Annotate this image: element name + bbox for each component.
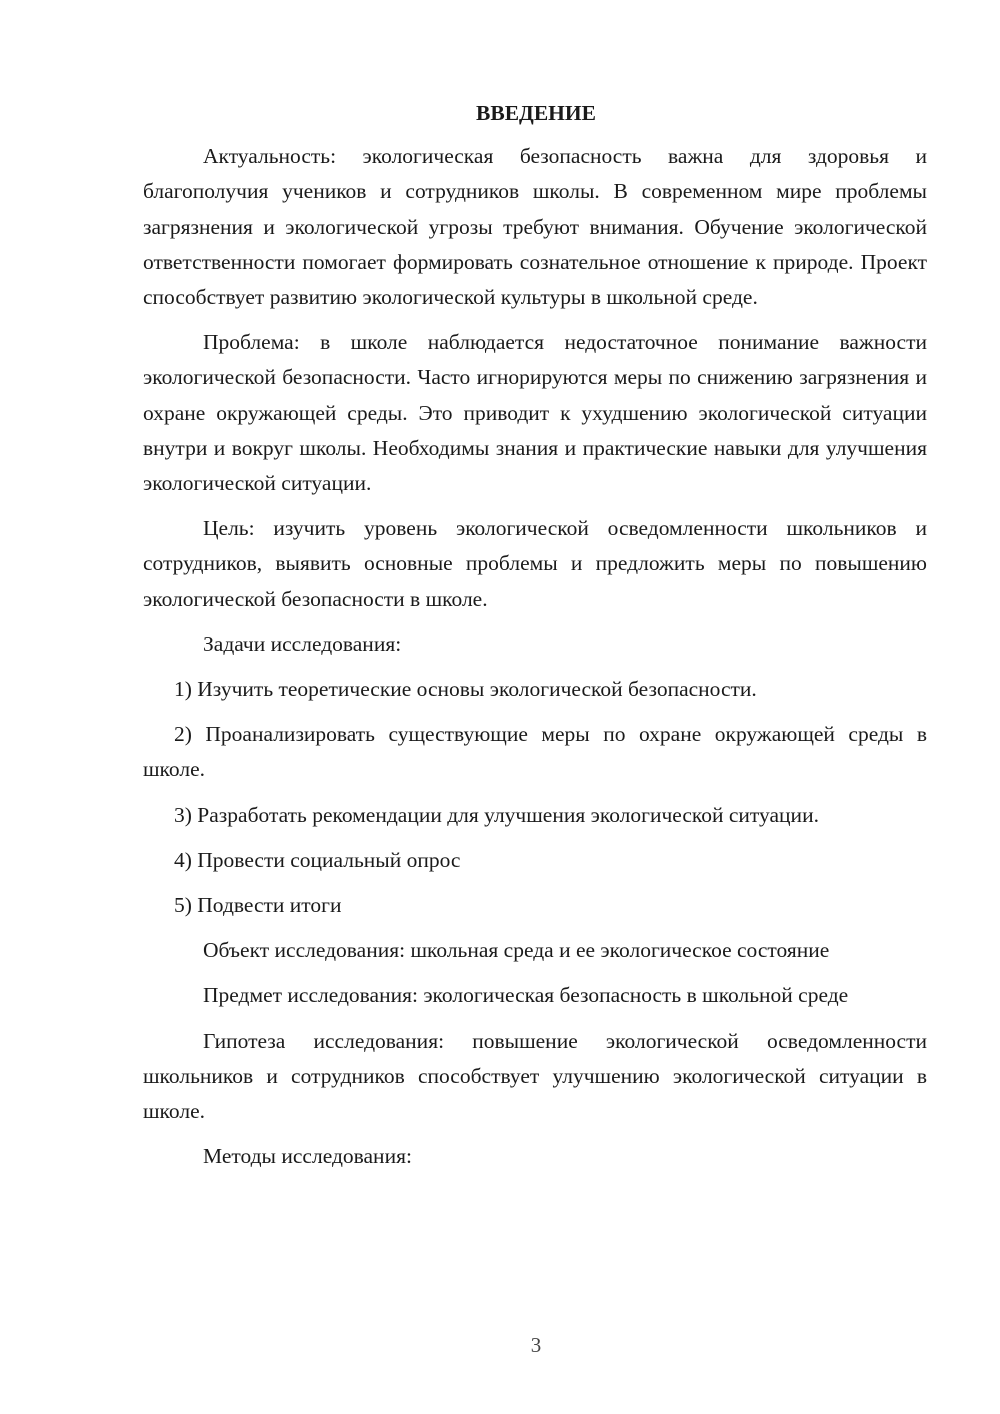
page-number: 3 <box>530 1333 542 1357</box>
paragraph-relevance: Актуальность: экологическая безопасность важна для здоровья и благополучия учеников и сотрудников школы. В современном мире проблемы загрязнения и экологической угрозы требуют внимания. Обучение экологической ответственности помогает формировать сознательное отношение к природе. Проект способствует развитию экологической культуры в школьной среде. <box>143 144 927 310</box>
task-item-3: 3) Разработать рекомендации для улучшения экологической ситуации. <box>174 802 819 827</box>
page-title: ВВЕДЕНИЕ <box>476 101 596 125</box>
tasks-heading: Задачи исследования: <box>203 631 402 656</box>
methods-heading: Методы исследования: <box>203 1144 412 1169</box>
task-item-5: 5) Подвести итоги <box>174 893 342 918</box>
paragraph-subject: Предмет исследования: экологическая безопасность в школьной среде <box>203 983 849 1008</box>
paragraph-object: Объект исследования: школьная среда и ее экологическое состояние <box>203 938 830 963</box>
page-content <box>143 96 927 1184</box>
paragraph-goal: Цель: изучить уровень экологической осведомленности школьников и сотрудников, выявить основные проблемы и предложить меры по повышению экологической безопасности в школе. <box>143 516 927 611</box>
task-item-2: 2) Проанализировать существующие меры по охране окружающей среды в школе. <box>143 722 927 782</box>
task-item-1: 1) Изучить теоретические основы экологической безопасности. <box>174 677 757 702</box>
task-item-4: 4) Провести социальный опрос <box>174 847 461 872</box>
paragraph-problem: Проблема: в школе наблюдается недостаточное понимание важности экологической безопасности. Часто игнорируются меры по снижению загрязнения и охране окружающей среды. Это приводит к ухудшению экологической ситуации внутри и вокруг школы. Необходимы знания и практические навыки для улучшения экологической ситуации. <box>143 330 927 496</box>
paragraph-hypothesis: Гипотеза исследования: повышение экологической осведомленности школьников и сотрудников способствует улучшению экологической ситуации в школе. <box>143 1028 927 1124</box>
